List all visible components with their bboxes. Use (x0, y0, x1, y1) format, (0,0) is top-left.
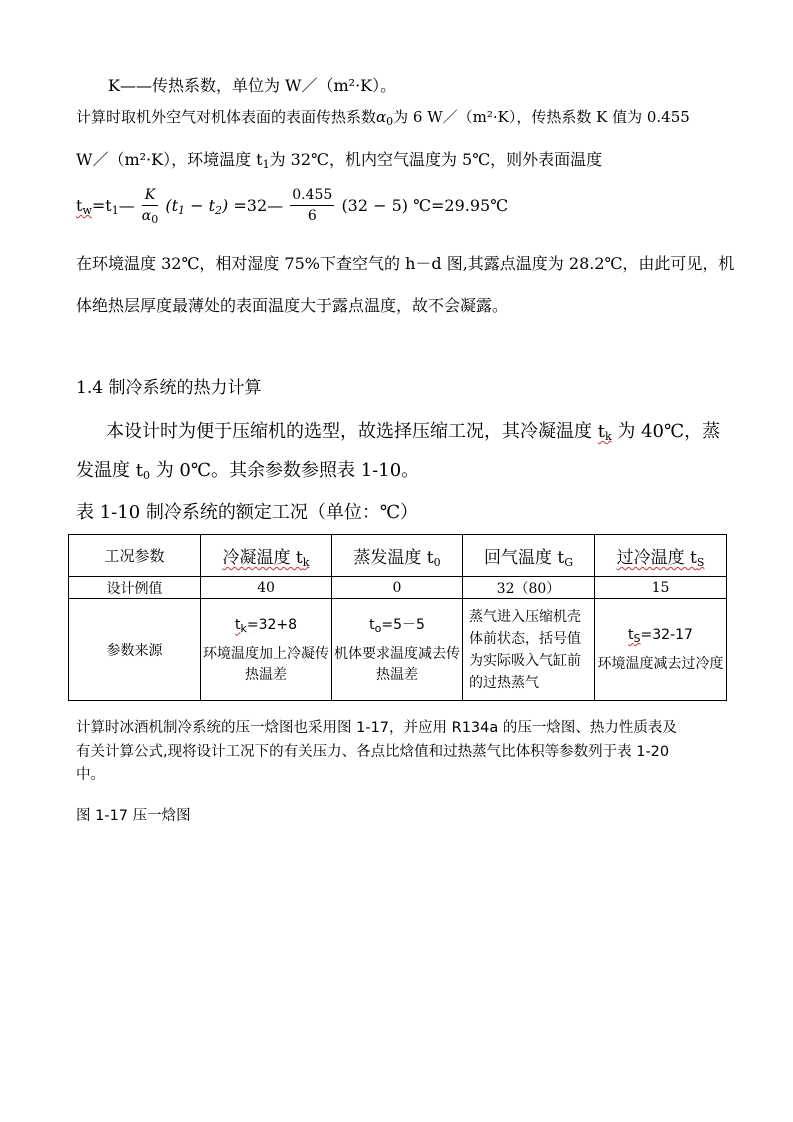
evap-eq-rest: =5－5 (381, 616, 425, 633)
fraction1-denominator-sub: 0 (151, 213, 159, 226)
formula-minus-t: − t (185, 196, 216, 215)
formula-t1-sub: 1 (178, 204, 186, 217)
fraction-k-over-alpha (142, 186, 158, 225)
para4-text-2: 有关计算公式,现将设计工况下的有关压力、各点比焓值和过热蒸气比体积等参数列于表 1-20 (76, 744, 670, 760)
cond-note: 环境温度加上冷凝传热温差 (203, 645, 329, 683)
fraction1-numerator: K (142, 186, 158, 206)
para3-t0-sub: 0 (142, 469, 150, 482)
header-text: 冷凝温度 t (222, 548, 303, 568)
alpha-symbol: α (376, 108, 387, 126)
fraction2-numerator: 0.455 (290, 186, 334, 206)
formula-lhs-sub: w (82, 204, 92, 217)
header-sub: k (302, 556, 310, 569)
header-cell (332, 535, 463, 577)
formula-lhs-t: t (76, 196, 83, 215)
formula-result: (32 − 5) ℃=29.95℃ (341, 196, 509, 215)
para4-line3 (76, 765, 105, 785)
table-cell (332, 599, 463, 701)
table-cell: 40 (201, 577, 332, 599)
evap-eq-t: t (369, 616, 375, 633)
table-cell: 15 (595, 577, 727, 599)
formula-eq1-sub: 1 (111, 204, 119, 217)
header-text: 蒸发温度 t (353, 548, 434, 568)
table-caption (76, 502, 418, 524)
table-cell: 设计例值 (69, 577, 201, 599)
section-heading (76, 378, 261, 398)
fraction1-denominator: α (141, 208, 152, 224)
cond-eq-sub: k (240, 621, 247, 635)
header-sub: S (696, 556, 705, 569)
para3-text-c: 发温度 t (76, 460, 143, 481)
parameter-source-row (69, 599, 727, 701)
rated-conditions-table (68, 534, 727, 701)
header-cell (69, 535, 201, 577)
para2-text-2: 体绝热层厚度最薄处的表面温度大于露点温度，故不会凝露。 (76, 296, 509, 315)
para4-text-3: 中。 (76, 767, 105, 783)
header-sub: G (564, 556, 574, 569)
table-cell (463, 599, 595, 701)
alpha-subscript: 0 (386, 115, 394, 128)
para3-text-d: 为 0℃。其余参数参照表 1-10。 (149, 460, 420, 481)
formula-paren-open: (t (165, 196, 179, 215)
table-caption-text: 表 1-10 制冷系统的额定工况（单位：℃） (76, 502, 419, 523)
para1-text-d: 为 32℃，机内空气温度为 5℃，则外表面温度 (269, 150, 603, 169)
formula-dash: — (118, 196, 135, 215)
surface-temperature-formula (76, 186, 508, 234)
header-cell (595, 535, 727, 577)
para1-line1 (76, 107, 690, 127)
para1-text-c: W／（m²·K），环境温度 t (76, 150, 263, 169)
para4-line2 (76, 742, 669, 762)
cond-eq-t: t (234, 616, 241, 633)
para2-line2 (76, 296, 508, 316)
para3-line1 (106, 421, 720, 443)
design-value-row (69, 577, 727, 599)
cond-eq-rest: =32+8 (246, 616, 298, 633)
para4-line1 (76, 718, 677, 738)
para3-text-a: 本设计时为便于压缩机的选型，故选择压缩工况，其冷凝温度 (106, 421, 598, 442)
k-definition-text: K——传热系数，单位为 W／（m²·K）。 (108, 76, 397, 95)
table-cell (595, 599, 727, 701)
t1-subscript: 1 (262, 158, 270, 171)
table-header-row (69, 535, 727, 577)
header-cell (463, 535, 595, 577)
formula-lhs (76, 196, 92, 215)
sub-eq-rest: =32-17 (640, 627, 693, 643)
fraction2-denominator: 6 (307, 208, 317, 224)
table-cell: 参数来源 (69, 599, 201, 701)
evap-eq-sub: o (374, 621, 382, 635)
para1-line2 (76, 150, 602, 170)
formula-eq2: =32— (233, 196, 284, 215)
para3-tk-sub: k (604, 430, 612, 443)
evap-note: 机体要求温度减去传热温差 (334, 645, 460, 683)
k-definition-line (108, 76, 396, 96)
figure-caption-text: 图 1-17 压一焓图 (76, 808, 191, 824)
sub-eq-t: t (628, 627, 634, 643)
figure-caption (76, 806, 191, 826)
para2-line1 (76, 254, 734, 274)
sub-eq-sub: S (633, 632, 641, 645)
formula-t2-sub: 2 (215, 204, 223, 217)
section-heading-text: 1.4 制冷系统的热力计算 (76, 378, 262, 398)
header-sub: 0 (433, 556, 441, 569)
para3-text-b: 为 40℃，蒸 (611, 421, 721, 442)
para1-text-b: 为 6 W／（m²·K），传热系数 K 值为 0.455 (393, 108, 690, 126)
table-cell: 0 (332, 577, 463, 599)
para3-tk: t (597, 421, 605, 442)
para3-line2 (76, 460, 419, 482)
fraction-0455-over-6 (290, 186, 334, 225)
header-text: 过冷温度 t (616, 548, 697, 568)
return-note: 蒸气进入压缩机壳体前状态，括号值为实际吸入气缸前的过热蒸气 (469, 608, 581, 691)
table-cell (201, 599, 332, 701)
formula-paren-close: ) (222, 196, 229, 215)
formula-eq1: =t (91, 196, 112, 215)
header-cell (201, 535, 332, 577)
para1-text-a: 计算时取机外空气对机体表面的表面传热系数 (76, 108, 377, 126)
sub-note: 环境温度减去过冷度 (597, 656, 724, 672)
table-cell: 32（80） (463, 577, 595, 599)
para4-text-1: 计算时冰酒机制冷系统的压一焓图也采用图 1-17，并应用 R134a 的压一焓图、热力性质表及 (76, 720, 677, 736)
header-text: 工况参数 (104, 547, 165, 565)
para2-text-1: 在环境温度 32℃，相对湿度 75%下查空气的 h－d 图,其露点温度为 28.2℃，由此可见，机 (76, 254, 735, 273)
header-text: 回气温度 t (483, 548, 565, 568)
